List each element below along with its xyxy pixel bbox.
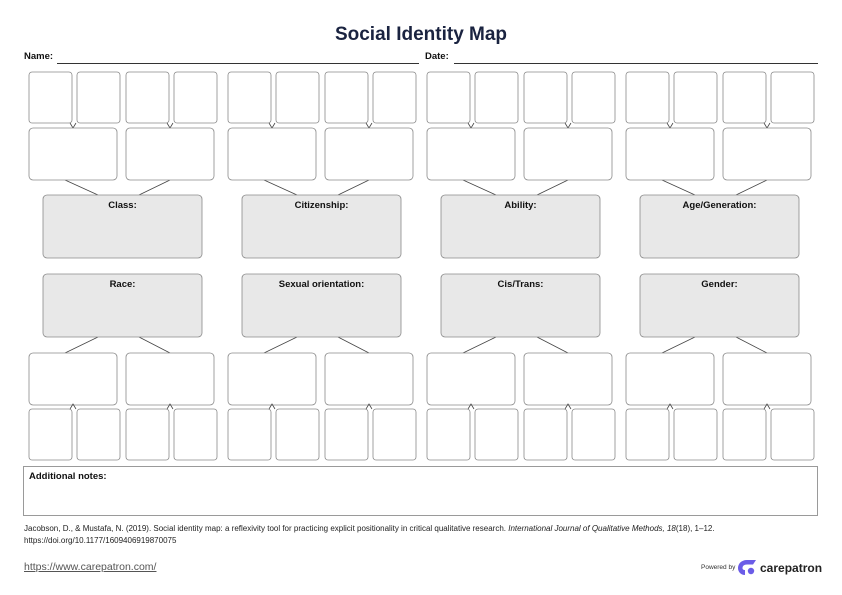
small-box-top-4-3[interactable] — [723, 72, 766, 123]
medium-box-top-2-1[interactable] — [228, 128, 316, 180]
carepatron-logo-icon — [737, 559, 757, 576]
small-box-bottom-3-2[interactable] — [475, 409, 518, 460]
connector-line — [537, 180, 568, 195]
small-box-bottom-1-3[interactable] — [126, 409, 169, 460]
small-box-top-4-4[interactable] — [771, 72, 814, 123]
medium-box-top-3-2[interactable] — [524, 128, 612, 180]
identity-label-top-2: Citizenship: — [294, 200, 349, 211]
small-box-top-1-4[interactable] — [174, 72, 217, 123]
medium-box-top-1-1[interactable] — [29, 128, 117, 180]
small-box-top-4-2[interactable] — [674, 72, 717, 123]
pointer-arrow — [167, 123, 173, 128]
connector-line — [662, 180, 695, 195]
identity-label-top-4: Age/Generation: — [682, 200, 757, 211]
small-box-bottom-2-2[interactable] — [276, 409, 319, 460]
connector-line — [139, 180, 170, 195]
pointer-arrow — [468, 123, 474, 128]
website-link[interactable]: https://www.carepatron.com/ — [24, 561, 157, 573]
small-box-bottom-4-2[interactable] — [674, 409, 717, 460]
connector-line — [537, 337, 568, 353]
small-box-top-2-2[interactable] — [276, 72, 319, 123]
small-box-top-1-3[interactable] — [126, 72, 169, 123]
small-box-bottom-1-2[interactable] — [77, 409, 120, 460]
connector-line — [65, 337, 98, 353]
citation-journal: International Journal of Qualitative Methods, 18 — [508, 524, 676, 533]
additional-notes-box[interactable] — [23, 466, 818, 516]
medium-box-bottom-4-1[interactable] — [626, 353, 714, 405]
connector-line — [338, 337, 369, 353]
pointer-arrow — [667, 123, 673, 128]
connector-line — [736, 180, 767, 195]
small-box-bottom-2-1[interactable] — [228, 409, 271, 460]
medium-box-bottom-2-1[interactable] — [228, 353, 316, 405]
date-label: Date: — [425, 51, 449, 62]
medium-box-bottom-3-2[interactable] — [524, 353, 612, 405]
pointer-arrow — [269, 123, 275, 128]
identity-label-bottom-2: Sexual orientation: — [278, 279, 365, 290]
citation-tail: (18), 1–12. https://doi.org/10.1177/1609406919870075 — [24, 524, 715, 545]
medium-box-bottom-1-2[interactable] — [126, 353, 214, 405]
small-box-bottom-4-1[interactable] — [626, 409, 669, 460]
small-box-top-3-3[interactable] — [524, 72, 567, 123]
connector-line — [463, 337, 496, 353]
small-box-bottom-3-3[interactable] — [524, 409, 567, 460]
small-box-bottom-4-4[interactable] — [771, 409, 814, 460]
pointer-arrow — [70, 123, 76, 128]
identity-label-bottom-1: Race: — [109, 279, 136, 290]
connector-line — [264, 180, 297, 195]
identity-label-top-3: Ability: — [504, 200, 537, 211]
page-title: Social Identity Map — [334, 24, 508, 45]
powered-by-label: Powered by — [701, 564, 736, 571]
identity-label-bottom-4: Gender: — [701, 279, 738, 290]
medium-box-bottom-1-1[interactable] — [29, 353, 117, 405]
small-box-top-1-2[interactable] — [77, 72, 120, 123]
small-box-bottom-2-4[interactable] — [373, 409, 416, 460]
identity-label-bottom-3: Cis/Trans: — [497, 279, 544, 290]
carepatron-logo — [737, 559, 822, 576]
small-box-bottom-3-1[interactable] — [427, 409, 470, 460]
small-box-top-4-1[interactable] — [626, 72, 669, 123]
pointer-arrow — [366, 123, 372, 128]
small-box-top-2-3[interactable] — [325, 72, 368, 123]
name-label: Name: — [24, 51, 54, 62]
medium-box-top-3-1[interactable] — [427, 128, 515, 180]
medium-box-top-4-1[interactable] — [626, 128, 714, 180]
citation — [24, 523, 820, 547]
medium-box-bottom-4-2[interactable] — [723, 353, 811, 405]
additional-notes-label: Additional notes: — [29, 471, 107, 482]
connector-line — [139, 337, 170, 353]
medium-box-top-4-2[interactable] — [723, 128, 811, 180]
small-box-top-3-1[interactable] — [427, 72, 470, 123]
connector-line — [463, 180, 496, 195]
small-box-bottom-4-3[interactable] — [723, 409, 766, 460]
medium-box-top-1-2[interactable] — [126, 128, 214, 180]
small-box-top-3-4[interactable] — [572, 72, 615, 123]
citation-text: Jacobson, D., & Mustafa, N. (2019). Social identity map: a reflexivity tool for practicing explicit positionality in critical qualitative research. — [24, 524, 509, 533]
carepatron-wordmark: carepatron — [760, 560, 823, 575]
small-box-bottom-1-1[interactable] — [29, 409, 72, 460]
small-box-top-2-4[interactable] — [373, 72, 416, 123]
medium-box-top-2-2[interactable] — [325, 128, 413, 180]
small-box-top-2-1[interactable] — [228, 72, 271, 123]
medium-box-bottom-3-1[interactable] — [427, 353, 515, 405]
small-box-bottom-3-4[interactable] — [572, 409, 615, 460]
connector-line — [338, 180, 369, 195]
small-box-top-1-1[interactable] — [29, 72, 72, 123]
connector-line — [65, 180, 98, 195]
medium-box-bottom-2-2[interactable] — [325, 353, 413, 405]
connector-line — [264, 337, 297, 353]
small-box-bottom-2-3[interactable] — [325, 409, 368, 460]
small-box-bottom-1-4[interactable] — [174, 409, 217, 460]
small-box-top-3-2[interactable] — [475, 72, 518, 123]
identity-label-top-1: Class: — [108, 200, 137, 211]
pointer-arrow — [764, 123, 770, 128]
pointer-arrow — [565, 123, 571, 128]
connector-line — [662, 337, 695, 353]
connector-line — [736, 337, 767, 353]
